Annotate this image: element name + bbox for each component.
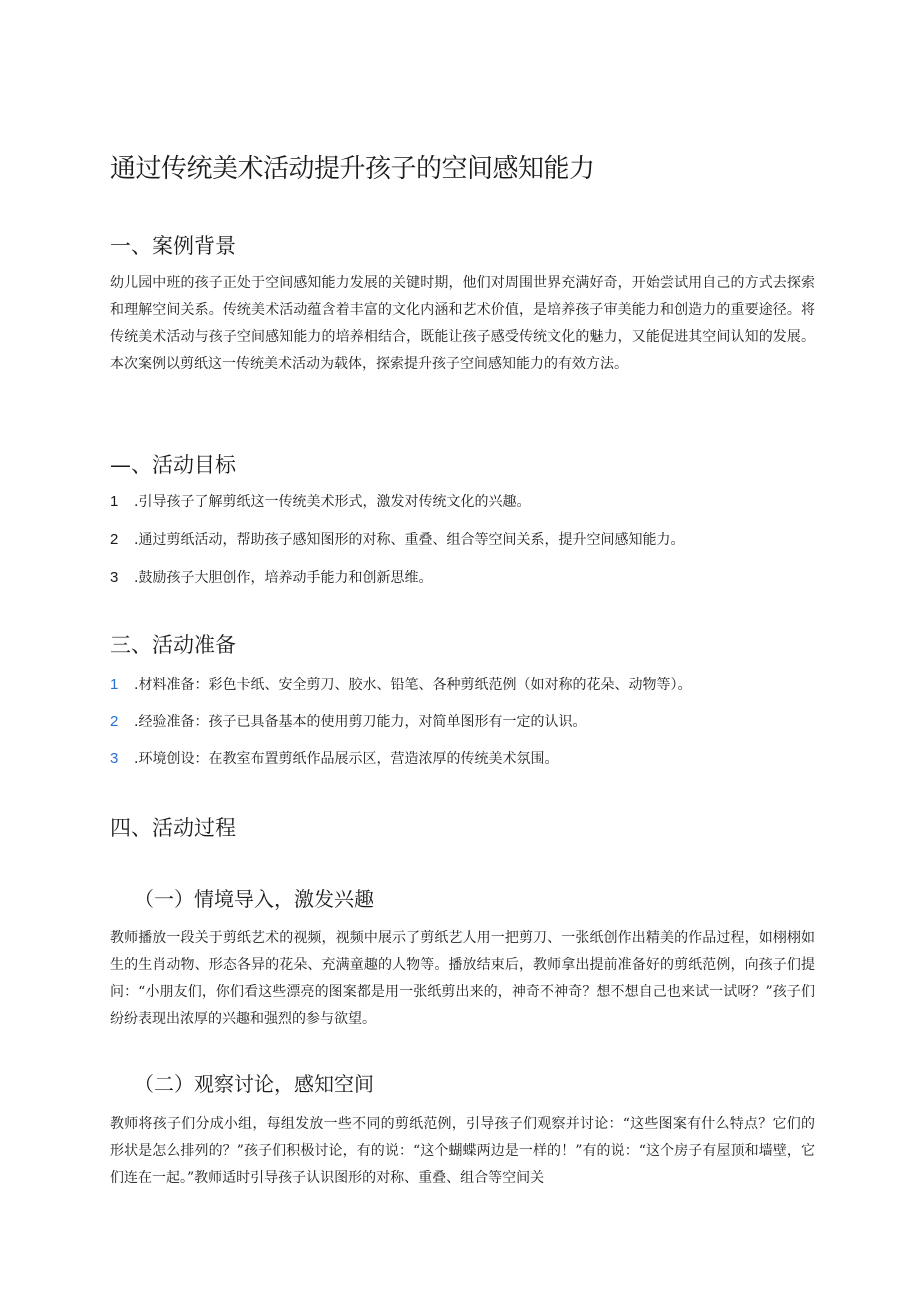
list-number: 2	[110, 531, 119, 548]
background-paragraph: 幼儿园中班的孩子正处于空间感知能力发展的关键时期，他们对周围世界充满好奇，开始尝试用自己的方式去探索和理解空间关系。传统美术活动蕴含着丰富的文化内涵和艺术价值，是培养孩子审美能力和创造力的重要途径。将传统美术活动与孩子空间感知能力的培养相结合，既能让孩子感受传统文化的魅力，又能促进其空间认知的发展。本次案例以剪纸这一传统美术活动为载体，探索提升孩子空间感知能力的有效方法。	[110, 275, 815, 372]
list-text: .通过剪纸活动，帮助孩子感知图形的对称、重叠、组合等空间关系，提升空间感知能力。	[134, 532, 685, 548]
prep-item-2	[110, 711, 586, 731]
prep-item-1	[110, 674, 691, 694]
list-text: .引导孩子了解剪纸这一传统美术形式，激发对传统文化的兴趣。	[134, 494, 531, 510]
subsection-heading-intro: （一）情境导入，激发兴趣	[134, 887, 374, 911]
subsection-heading-observe: （二）观察讨论，感知空间	[134, 1072, 374, 1096]
list-text: .经验准备：孩子已具备基本的使用剪刀能力，对简单图形有一定的认识。	[134, 714, 587, 730]
section-heading-preparation: 三、活动准备	[110, 633, 236, 657]
list-number: 1	[110, 676, 119, 693]
goal-item-3	[110, 567, 432, 587]
list-text: .鼓励孩子大胆创作，培养动手能力和创新思维。	[134, 570, 433, 586]
section-heading-process: 四、活动过程	[110, 816, 236, 840]
prep-item-3	[110, 748, 558, 768]
list-text: .环境创设：在教室布置剪纸作品展示区，营造浓厚的传统美术氛围。	[134, 751, 559, 767]
list-text: .材料准备：彩色卡纸、安全剪刀、胶水、铅笔、各种剪纸范例（如对称的花朵、动物等）。	[134, 677, 692, 693]
page-title: 通过传统美术活动提升孩子的空间感知能力	[110, 154, 595, 184]
section-heading-background: 一、案例背景	[110, 234, 236, 258]
list-number: 2	[110, 713, 119, 730]
list-number: 3	[110, 750, 119, 767]
intro-paragraph: 教师播放一段关于剪纸艺术的视频，视频中展示了剪纸艺人用一把剪刀、一张纸创作出精美的作品过程，如栩栩如生的生肖动物、形态各异的花朵、充满童趣的人物等。播放结束后，教师拿出提前准备好的剪纸范例，向孩子们提问：“小朋友们，你们看这些漂亮的图案都是用一张纸剪出来的，神奇不神奇？想不想自己也来试一试呀？”孩子们纷纷表现出浓厚的兴趣和强烈的参与欲望。	[110, 930, 815, 1027]
observe-paragraph: 教师将孩子们分成小组，每组发放一些不同的剪纸范例，引导孩子们观察并讨论：“这些图案有什么特点？它们的形状是怎么排列的？”孩子们积极讨论，有的说：“这个蝴蝶两边是一样的！”有的说：“这个房子有屋顶和墙壁，它们连在一起。”教师适时引导孩子认识图形的对称、重叠、组合等空间关	[110, 1116, 815, 1186]
list-number: 3	[110, 569, 119, 586]
goal-item-1	[110, 491, 530, 511]
goal-item-2	[110, 529, 684, 549]
list-number: 1	[110, 493, 119, 510]
section-heading-goals: —、活动目标	[110, 453, 236, 477]
